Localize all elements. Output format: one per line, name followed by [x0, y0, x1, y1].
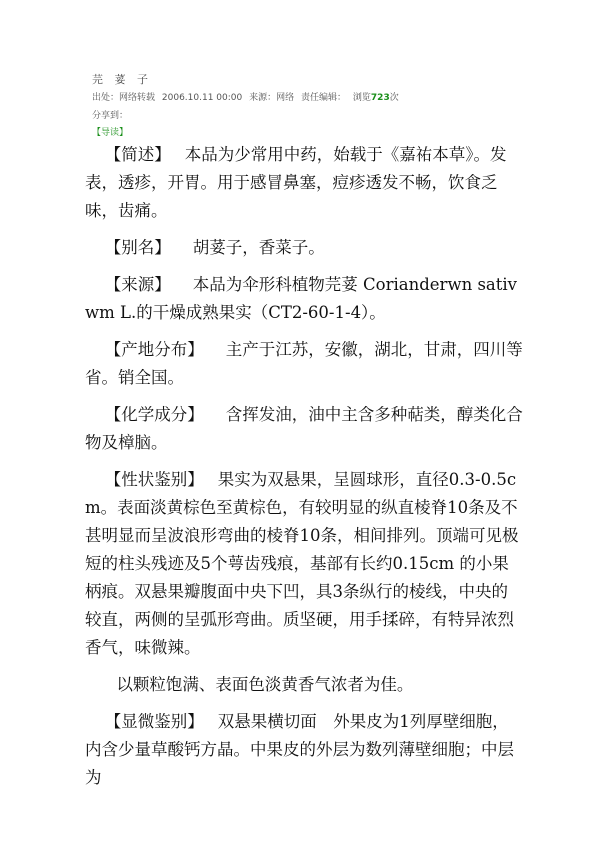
- section-quality: [85, 671, 523, 699]
- section-heading: 【别名】: [104, 238, 171, 257]
- section-microscopy: [85, 708, 523, 792]
- section-text: 本品为少常用中药，始载于《嘉祐本草》。发表，透疹，开胃。用于感冒鼻塞，痘疹透发不畅，饮食乏味，齿痛。: [85, 145, 507, 220]
- article-title: 芫 荽 子: [92, 73, 152, 86]
- article-meta: [92, 90, 403, 103]
- section-text: 果实为双悬果，呈圆球形，直径0.3-0.5cm。表面淡黄棕色至黄棕色，有较明显的纵直棱脊10条及不甚明显而呈波浪形弯曲的棱脊10条，相间排列。顶端可见极短的柱头残迹及5个萼齿残痕，基部有长约0.15cm 的小果柄痕。双悬果瓣腹面中央下凹，具3条纵行的棱线，中央的较直，两侧的呈弧形弯曲。质坚硬，用手揉碎，有特异浓烈香气，味微辣。: [85, 470, 519, 657]
- section-heading: 【简述】: [104, 145, 171, 164]
- article-body: [85, 141, 523, 801]
- section-origin: [85, 271, 523, 327]
- section-summary: [85, 141, 523, 225]
- share-label[interactable]: 分享到：: [92, 111, 129, 121]
- source-label: 出处：网络转载: [92, 93, 156, 103]
- editor-label: 责任编辑：: [301, 93, 347, 103]
- section-text: 本品为伞形科植物芫荽 Corianderwn sativwm L.的干燥成熟果实（CT2-60-1-4）。: [85, 275, 517, 322]
- section-heading: 【产地分布】: [104, 340, 204, 359]
- section-heading: 【性状鉴别】: [104, 470, 204, 489]
- section-chemistry: [85, 401, 523, 457]
- section-aliases: [85, 234, 523, 262]
- section-text: 以颗粒饱满、表面色淡黄香气浓者为佳。: [116, 675, 414, 694]
- section-text: 胡荽子，香菜子。: [192, 238, 325, 257]
- section-text: 双悬果横切面 外果皮为1列厚壁细胞，内含少量草酸钙方晶。中果皮的外层为数列薄壁细胞；中层为: [85, 712, 514, 787]
- section-heading: 【化学成分】: [104, 405, 204, 424]
- section-heading: 【来源】: [104, 275, 171, 294]
- view-count: 浏览723次: [352, 93, 399, 103]
- section-appearance: [85, 466, 523, 662]
- section-distribution: [85, 336, 523, 392]
- publish-datetime: 2006.10.11 00:00: [161, 93, 243, 103]
- guide-tag: 【导读】: [92, 128, 129, 138]
- section-text: 主产于江苏，安徽，湖北，甘肃，四川等省。销全国。: [85, 340, 523, 387]
- origin-label: 来源：网络: [249, 93, 295, 103]
- section-heading: 【显微鉴别】: [104, 712, 204, 731]
- section-text: 含挥发油，油中主含多种萜类，醇类化合物及樟脑。: [85, 405, 523, 452]
